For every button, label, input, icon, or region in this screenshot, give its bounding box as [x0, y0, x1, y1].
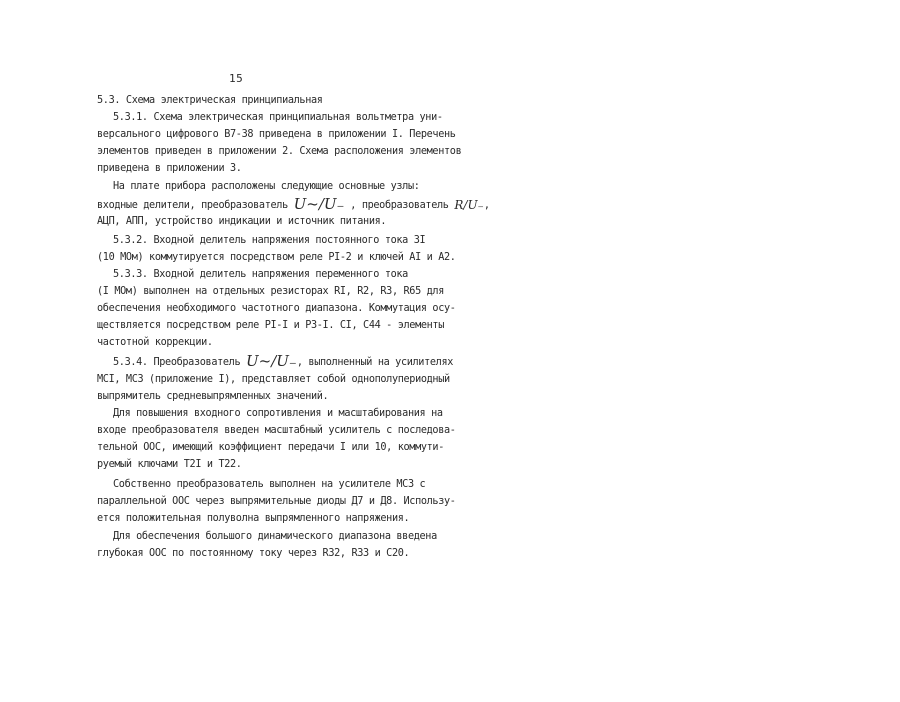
text-line: выпрямитель средневыпрямленных значений. — [97, 391, 329, 402]
text-line: 5.3.3. Входной делитель напряжения переменного тока — [113, 269, 408, 280]
text-segment: , выполненный на усилителях — [296, 357, 454, 368]
text-line: элементов приведен в приложении 2. Схема расположения элементов — [97, 146, 462, 157]
text-line: ется положительная полуволна выпрямленного напряжения. — [97, 513, 410, 524]
text-line: входе преобразователя введен масштабный усилитель с последова- — [97, 425, 456, 436]
text-line: АЦП, АПП, устройство индикации и источник питания. — [97, 216, 387, 227]
text-line: MCI, MC3 (приложение I), представляет собой однополупериодный — [97, 374, 450, 385]
text-segment: 5.3.4. Преобразователь — [113, 357, 247, 368]
text-line-with-formula — [113, 354, 453, 369]
text-line-with-formula — [97, 197, 490, 212]
text-line: 5.3.2. Входной делитель напряжения постоянного тока ЗI — [113, 235, 426, 246]
text-line: тельной ООС, имеющий коэффициент передачи I или 10, коммути- — [97, 442, 445, 453]
text-segment: , — [483, 200, 490, 211]
text-line: частотной коррекции. — [97, 337, 213, 348]
text-line: На плате прибора расположены следующие основные узлы: — [113, 181, 420, 192]
text-line: Для повышения входного сопротивления и масштабирования на — [113, 408, 443, 419]
text-line: версального цифрового В7-38 приведена в приложении I. Перечень — [97, 129, 456, 140]
text-line: глубокая ООС по постоянному току через R32, R33 и C20. — [97, 548, 410, 559]
text-line: Собственно преобразователь выполнен на усилителе MC3 с — [113, 479, 426, 490]
handwritten-formula: U~/U₋ — [293, 195, 345, 213]
text-line: 5.3.1. Схема электрическая принципиальная вольтметра уни- — [113, 112, 443, 123]
handwritten-formula: R/U₋ — [454, 198, 484, 212]
section-heading: 5.3. Схема электрическая принципиальная — [97, 95, 323, 106]
text-line: приведена в приложении 3. — [97, 163, 242, 174]
text-line: параллельной ООС через выпрямительные диоды Д7 и Д8. Использу- — [97, 496, 456, 507]
text-line: обеспечения необходимого частотного диапазона. Коммутация осу- — [97, 303, 456, 314]
text-line: руемый ключами T2I и T22. — [97, 459, 242, 470]
page-number: 15 — [229, 72, 244, 85]
handwritten-formula: U~/U₋ — [246, 352, 297, 370]
text-segment: , преобразователь — [344, 200, 455, 211]
text-line: ществляется посредством реле PI-I и P3-I. CI, C44 - элементы — [97, 320, 445, 331]
text-line: (I МОм) выполнен на отдельных резисторах RI, R2, R3, R65 для — [97, 286, 445, 297]
text-segment: входные делители, преобразователь — [97, 200, 294, 211]
text-line: Для обеспечения большого динамического диапазона введена — [113, 531, 437, 542]
text-line: (10 МОм) коммутируется посредством реле PI-2 и ключей AI и A2. — [97, 252, 456, 263]
